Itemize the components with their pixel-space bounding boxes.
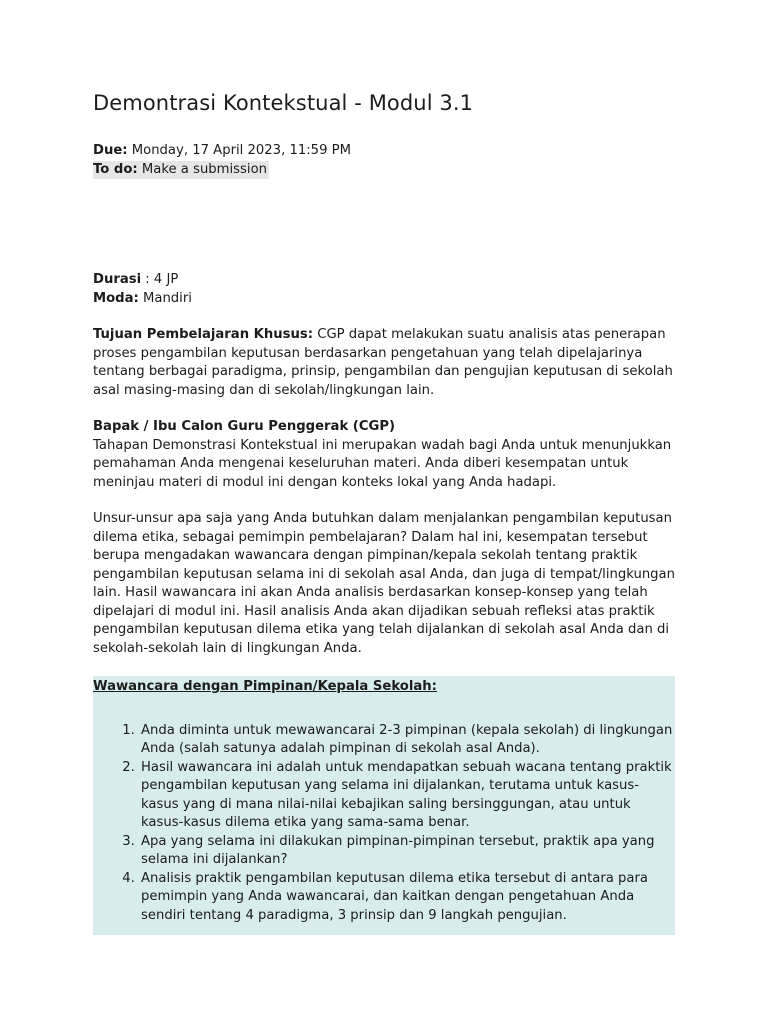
- durasi-value: : 4 JP: [141, 272, 179, 287]
- tujuan-text: CGP dapat melakukan suatu analisis atas penerapan proses pengambilan keputusan berdasarkan pengetahuan yang telah dipelajarinya tentang berbagai paradigma, prinsip, pengambilan dan pengujian keputusan di sekolah asal masing-masing dan di sekolah/lingkungan lain.: [93, 327, 673, 398]
- tujuan-paragraph: [93, 326, 683, 400]
- moda-value: Mandiri: [138, 290, 192, 306]
- wawancara-section: [93, 676, 675, 935]
- wawancara-title: Wawancara dengan Pimpinan/Kepala Sekolah:: [93, 679, 437, 694]
- durasi-label: Durasi: [93, 272, 142, 287]
- todo-label: To do:: [93, 161, 138, 177]
- page-title: Demontrasi Kontekstual - Modul 3.1: [93, 91, 474, 115]
- greeting-heading: Bapak / Ibu Calon Guru Penggerak (CGP): [93, 419, 396, 434]
- moda-label: Moda:: [93, 290, 139, 306]
- list-item: 4. Analisis praktik pengambilan keputusan dilema etika tersebut di antara para pemimpin yang Anda wawancarai, dan kaitkan dengan pengetahuan Anda sendiri tentang 4 paradigma, 3 prinsip dan 9 langkah pengujian.: [139, 870, 675, 926]
- todo-value: Make a submission: [137, 161, 268, 177]
- tujuan-label: Tujuan Pembelajaran Khusus:: [93, 327, 314, 342]
- spacer: [93, 492, 683, 510]
- assignment-page: [93, 88, 683, 935]
- todo-row: [93, 161, 683, 180]
- list-item: 1. Anda diminta untuk mewawancarai 2-3 pimpinan (kepala sekolah) di lingkungan Anda (salah satunya adalah pimpinan di sekolah asal Anda).: [139, 722, 675, 759]
- spacer: [93, 308, 683, 326]
- greeting-text: Tahapan Demonstrasi Kontekstual ini merupakan wadah bagi Anda untuk menunjukkan pemahaman Anda mengenai keseluruhan materi. Anda diberi kesempatan untuk meninjau materi di modul ini dengan konteks lokal yang Anda hadapi.: [93, 437, 672, 490]
- moda-row: [93, 290, 683, 309]
- list-item: 2. Hasil wawancara ini adalah untuk mendapatkan sebuah wacana tentang praktik pengambilan keputusan yang selama ini dijalankan, terutama untuk kasus-kasus yang di mana nilai-nilai kebajikan saling bersinggungan, atau untuk kasus-kasus dilema etika yang sama-sama benar.: [139, 759, 675, 833]
- due-date-row: [93, 142, 683, 161]
- due-label: Due:: [93, 143, 128, 158]
- due-value: Monday, 17 April 2023, 11:59 PM: [127, 143, 351, 158]
- todo-badge: [93, 161, 269, 180]
- greeting-paragraph: [93, 418, 683, 492]
- spacer: [93, 179, 683, 271]
- list-item: 3. Apa yang selama ini dilakukan pimpinan-pimpinan tersebut, praktik apa yang selama ini dijalankan?: [139, 833, 675, 870]
- durasi-row: [93, 271, 683, 290]
- unsur-paragraph: Unsur-unsur apa saja yang Anda butuhkan dalam menjalankan pengambilan keputusan dilema etika, sebagai pemimpin pembelajaran? Dalam hal ini, kesempatan tersebut berupa mengadakan wawancara dengan pimpinan/kepala sekolah tentang praktik pengambilan keputusan selama ini di sekolah asal Anda, dan juga di tempat/lingkungan lain. Hasil wawancara ini akan Anda analisis berdasarkan konsep-konsep yang telah dipelajari di modul ini. Hasil analisis Anda akan dijadikan sebuah refleksi atas praktik pengambilan keputusan dilema etika yang telah dijalankan di sekolah asal Anda dan di sekolah-sekolah lain di lingkungan Anda.: [93, 511, 675, 656]
- wawancara-list: [93, 722, 675, 926]
- spacer: [93, 400, 683, 418]
